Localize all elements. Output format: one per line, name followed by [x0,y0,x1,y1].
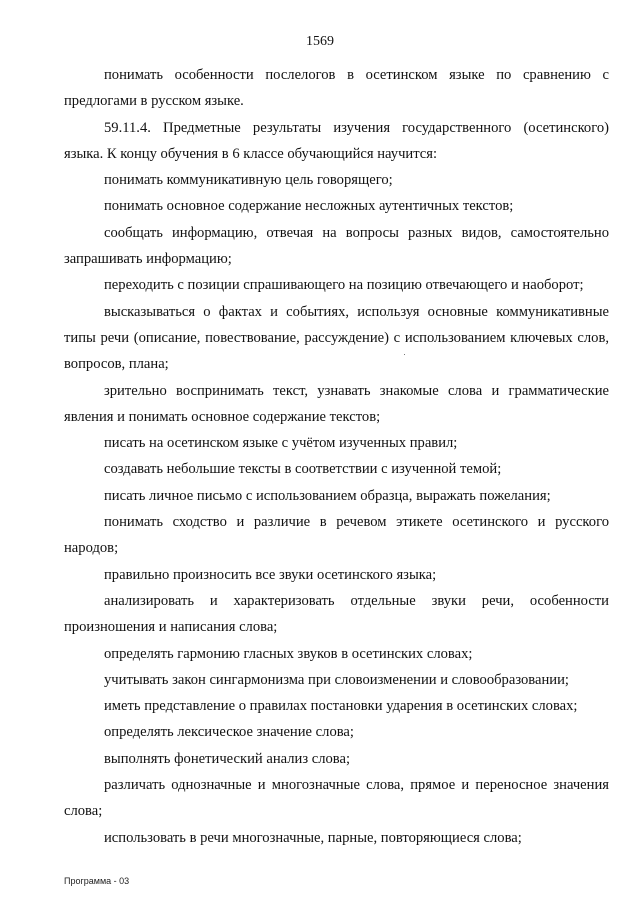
body-text [64,62,609,851]
list-item: определять гармонию гласных звуков в осетинских словах; [104,645,473,662]
list-item: различать однозначные и многозначные слова, прямое и переносное значения слова; [64,777,609,820]
list-item: анализировать и характеризовать отдельные звуки речи, особенности произношения и написания слова; [64,592,609,636]
list-item: высказываться о фактах и событиях, используя основные коммуникативные типы речи (описание, повествование, рассуждение) с использованием ключевых слов, вопросов, плана; [64,303,609,373]
page-number: 1569 [306,34,334,49]
footer-label: Программа - 03 [64,876,130,886]
list-item: зрительно воспринимать текст, узнавать знакомые слова и грамматические явления и понимать основное содержание текстов; [64,382,609,425]
list-item: понимать коммуникативную цель говорящего; [104,172,393,189]
list-item: выполнять фонетический анализ слова; [104,750,351,767]
list-item: сообщать информацию, отвечая на вопросы разных видов, самостоятельно запрашивать информацию; [64,224,609,268]
list-item: понимать основное содержание несложных аутентичных текстов; [104,198,514,215]
list-item: правильно произносить все звуки осетинского языка; [104,566,437,583]
scan-speck [404,354,405,355]
list-item: переходить с позиции спрашивающего на позицию отвечающего и наоборот; [104,277,584,294]
paragraph-section-heading: 59.11.4. Предметные результаты изучения государственного (осетинского) языка. К концу обучения в 6 классе обучающийся научится: [64,119,609,162]
list-item: создавать небольшие тексты в соответствии с изученной темой; [104,461,502,478]
list-item: писать личное письмо с использованием образца, выражать пожелания; [104,487,551,504]
list-item: учитывать закон сингармонизма при словоизменении и словообразовании; [104,671,569,688]
list-item: определять лексическое значение слова; [104,724,354,741]
list-item: писать на осетинском языке с учётом изученных правил; [104,435,458,452]
list-item: использовать в речи многозначные, парные, повторяющиеся слова; [104,829,522,846]
list-item: иметь представление о правилах постановки ударения в осетинских словах; [104,698,578,715]
list-item: понимать сходство и различие в речевом этикете осетинского и русского народов; [64,514,609,557]
paragraph-postpositions: понимать особенности послелогов в осетинском языке по сравнению с предлогами в русском языке. [64,67,609,110]
